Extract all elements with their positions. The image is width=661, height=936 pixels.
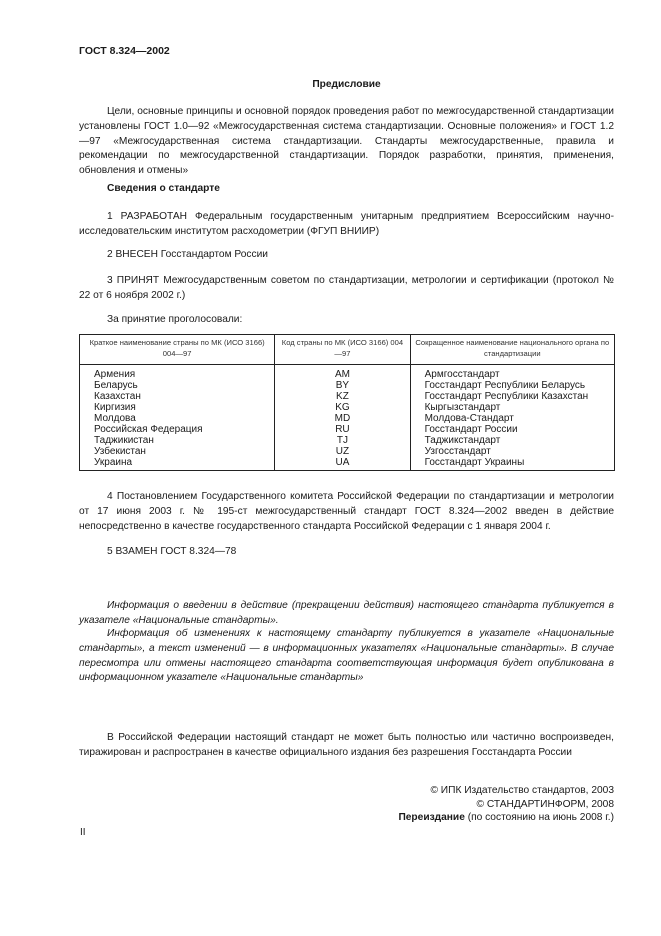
item-introduced-by: 2 ВНЕСЕН Госстандартом России: [107, 249, 268, 260]
country-code-cell: TJ: [275, 435, 410, 446]
column-header-organization: Сокращенное наименование национального органа по стандартизации: [410, 335, 614, 365]
country-cell: Беларусь: [80, 380, 275, 391]
country-cell: Украина: [80, 457, 275, 471]
country-cell: Российская Федерация: [80, 424, 275, 435]
item-developed-by: 1 РАЗРАБОТАН Федеральным государственным унитарным предприятием Всероссийским научно-исследовательским институтом расходометрии (ФГУП ВНИИР): [79, 211, 614, 237]
organization-cell: Госстандарт Республики Беларусь: [410, 380, 614, 391]
page-number: II: [80, 827, 86, 838]
country-cell: Киргизия: [80, 402, 275, 413]
column-header-code: Код страны по МК (ИСО 3166) 004—97: [275, 335, 410, 365]
table-row: [80, 402, 615, 413]
country-code-cell: RU: [275, 424, 410, 435]
notice-introduction-info: Информация о введении в действие (прекращении действия) настоящего стандарта публикуется в указателе «Национальные стандарты».: [79, 600, 614, 626]
table-row: [80, 391, 615, 402]
item-replaces: 5 ВЗАМЕН ГОСТ 8.324—78: [107, 546, 237, 557]
table-row: [80, 457, 615, 471]
voting-countries-table: [79, 334, 615, 471]
preface-title: Предисловие: [312, 79, 381, 90]
reproduction-rights-paragraph: В Российской Федерации настоящий стандарт не может быть полностью или частично воспроизведен, тиражирован и распространен в качестве официального издания без разрешения Госстандарта России: [79, 732, 614, 758]
table-row: [80, 435, 615, 446]
country-cell: Армения: [80, 365, 275, 381]
country-code-cell: AM: [275, 365, 410, 381]
country-cell: Казахстан: [80, 391, 275, 402]
organization-cell: Молдова-Стандарт: [410, 413, 614, 424]
country-cell: Таджикистан: [80, 435, 275, 446]
preface-intro-paragraph: Цели, основные принципы и основной порядок проведения работ по межгосударственной стандартизации установлены ГОСТ 1.0—92 «Межгосударственная система стандартизации. Основные положения» и ГОСТ 1.2—97 «Межгосударственная система стандартизации. Стандарты межгосударственные, правила и рекомендации по межгосударственной стандартизации. Порядок разработки, принятия, применения, обновления и отмены»: [79, 106, 614, 177]
country-cell: Узбекистан: [80, 446, 275, 457]
table-row: [80, 446, 615, 457]
organization-cell: Таджикстандарт: [410, 435, 614, 446]
country-code-cell: BY: [275, 380, 410, 391]
table-header-row: [80, 335, 615, 365]
country-code-cell: MD: [275, 413, 410, 424]
column-header-country: Краткое наименование страны по МК (ИСО 3166) 004—97: [80, 335, 275, 365]
country-code-cell: KG: [275, 402, 410, 413]
table-row: [80, 380, 615, 391]
organization-cell: Госстандарт Республики Казахстан: [410, 391, 614, 402]
organization-cell: Кыргызстандарт: [410, 402, 614, 413]
table-row: [80, 365, 615, 381]
country-code-cell: KZ: [275, 391, 410, 402]
reissue-label: Переиздание: [398, 812, 465, 823]
country-code-cell: UA: [275, 457, 410, 471]
voted-for-label: За принятие проголосовали:: [107, 314, 243, 325]
organization-cell: Госстандарт Украины: [410, 457, 614, 471]
organization-cell: Госстандарт России: [410, 424, 614, 435]
standard-info-heading: Сведения о стандарте: [107, 183, 220, 194]
organization-cell: Узгосстандарт: [410, 446, 614, 457]
reissue-line: [398, 811, 614, 825]
reissue-note: (по состоянию на июнь 2008 г.): [464, 812, 614, 823]
document-code-header: ГОСТ 8.324—2002: [79, 45, 170, 57]
item-adopted-by: 3 ПРИНЯТ Межгосударственным советом по стандартизации, метрологии и сертификации (протокол № 22 от 6 ноября 2002 г.): [79, 275, 614, 301]
organization-cell: Армгосстандарт: [410, 365, 614, 381]
table-row: [80, 424, 615, 435]
country-code-cell: UZ: [275, 446, 410, 457]
table-row: [80, 413, 615, 424]
notice-changes-info: Информация об изменениях к настоящему стандарту публикуется в указателе «Национальные стандарты», а текст изменений — в информационных указателях «Национальные стандарты». В случае пересмотра или отмены настоящего стандарта соответствующая информация будет опубликована в информационном указателе «Национальные стандарты»: [79, 628, 614, 684]
copyright-publisher: © ИПК Издательство стандартов, 2003: [430, 785, 614, 796]
country-cell: Молдова: [80, 413, 275, 424]
item-enacted-by: 4 Постановлением Государственного комитета Российской Федерации по стандартизации и метрологии от 17 июня 2003 г. № 195-ст межгосударственный стандарт ГОСТ 8.324—2002 введен в действие непосредственно в качестве государственного стандарта Российской Федерации с 1 января 2004 г.: [79, 491, 614, 532]
copyright-standartinform: © СТАНДАРТИНФОРМ, 2008: [476, 798, 614, 810]
copyright-block: [398, 784, 614, 825]
